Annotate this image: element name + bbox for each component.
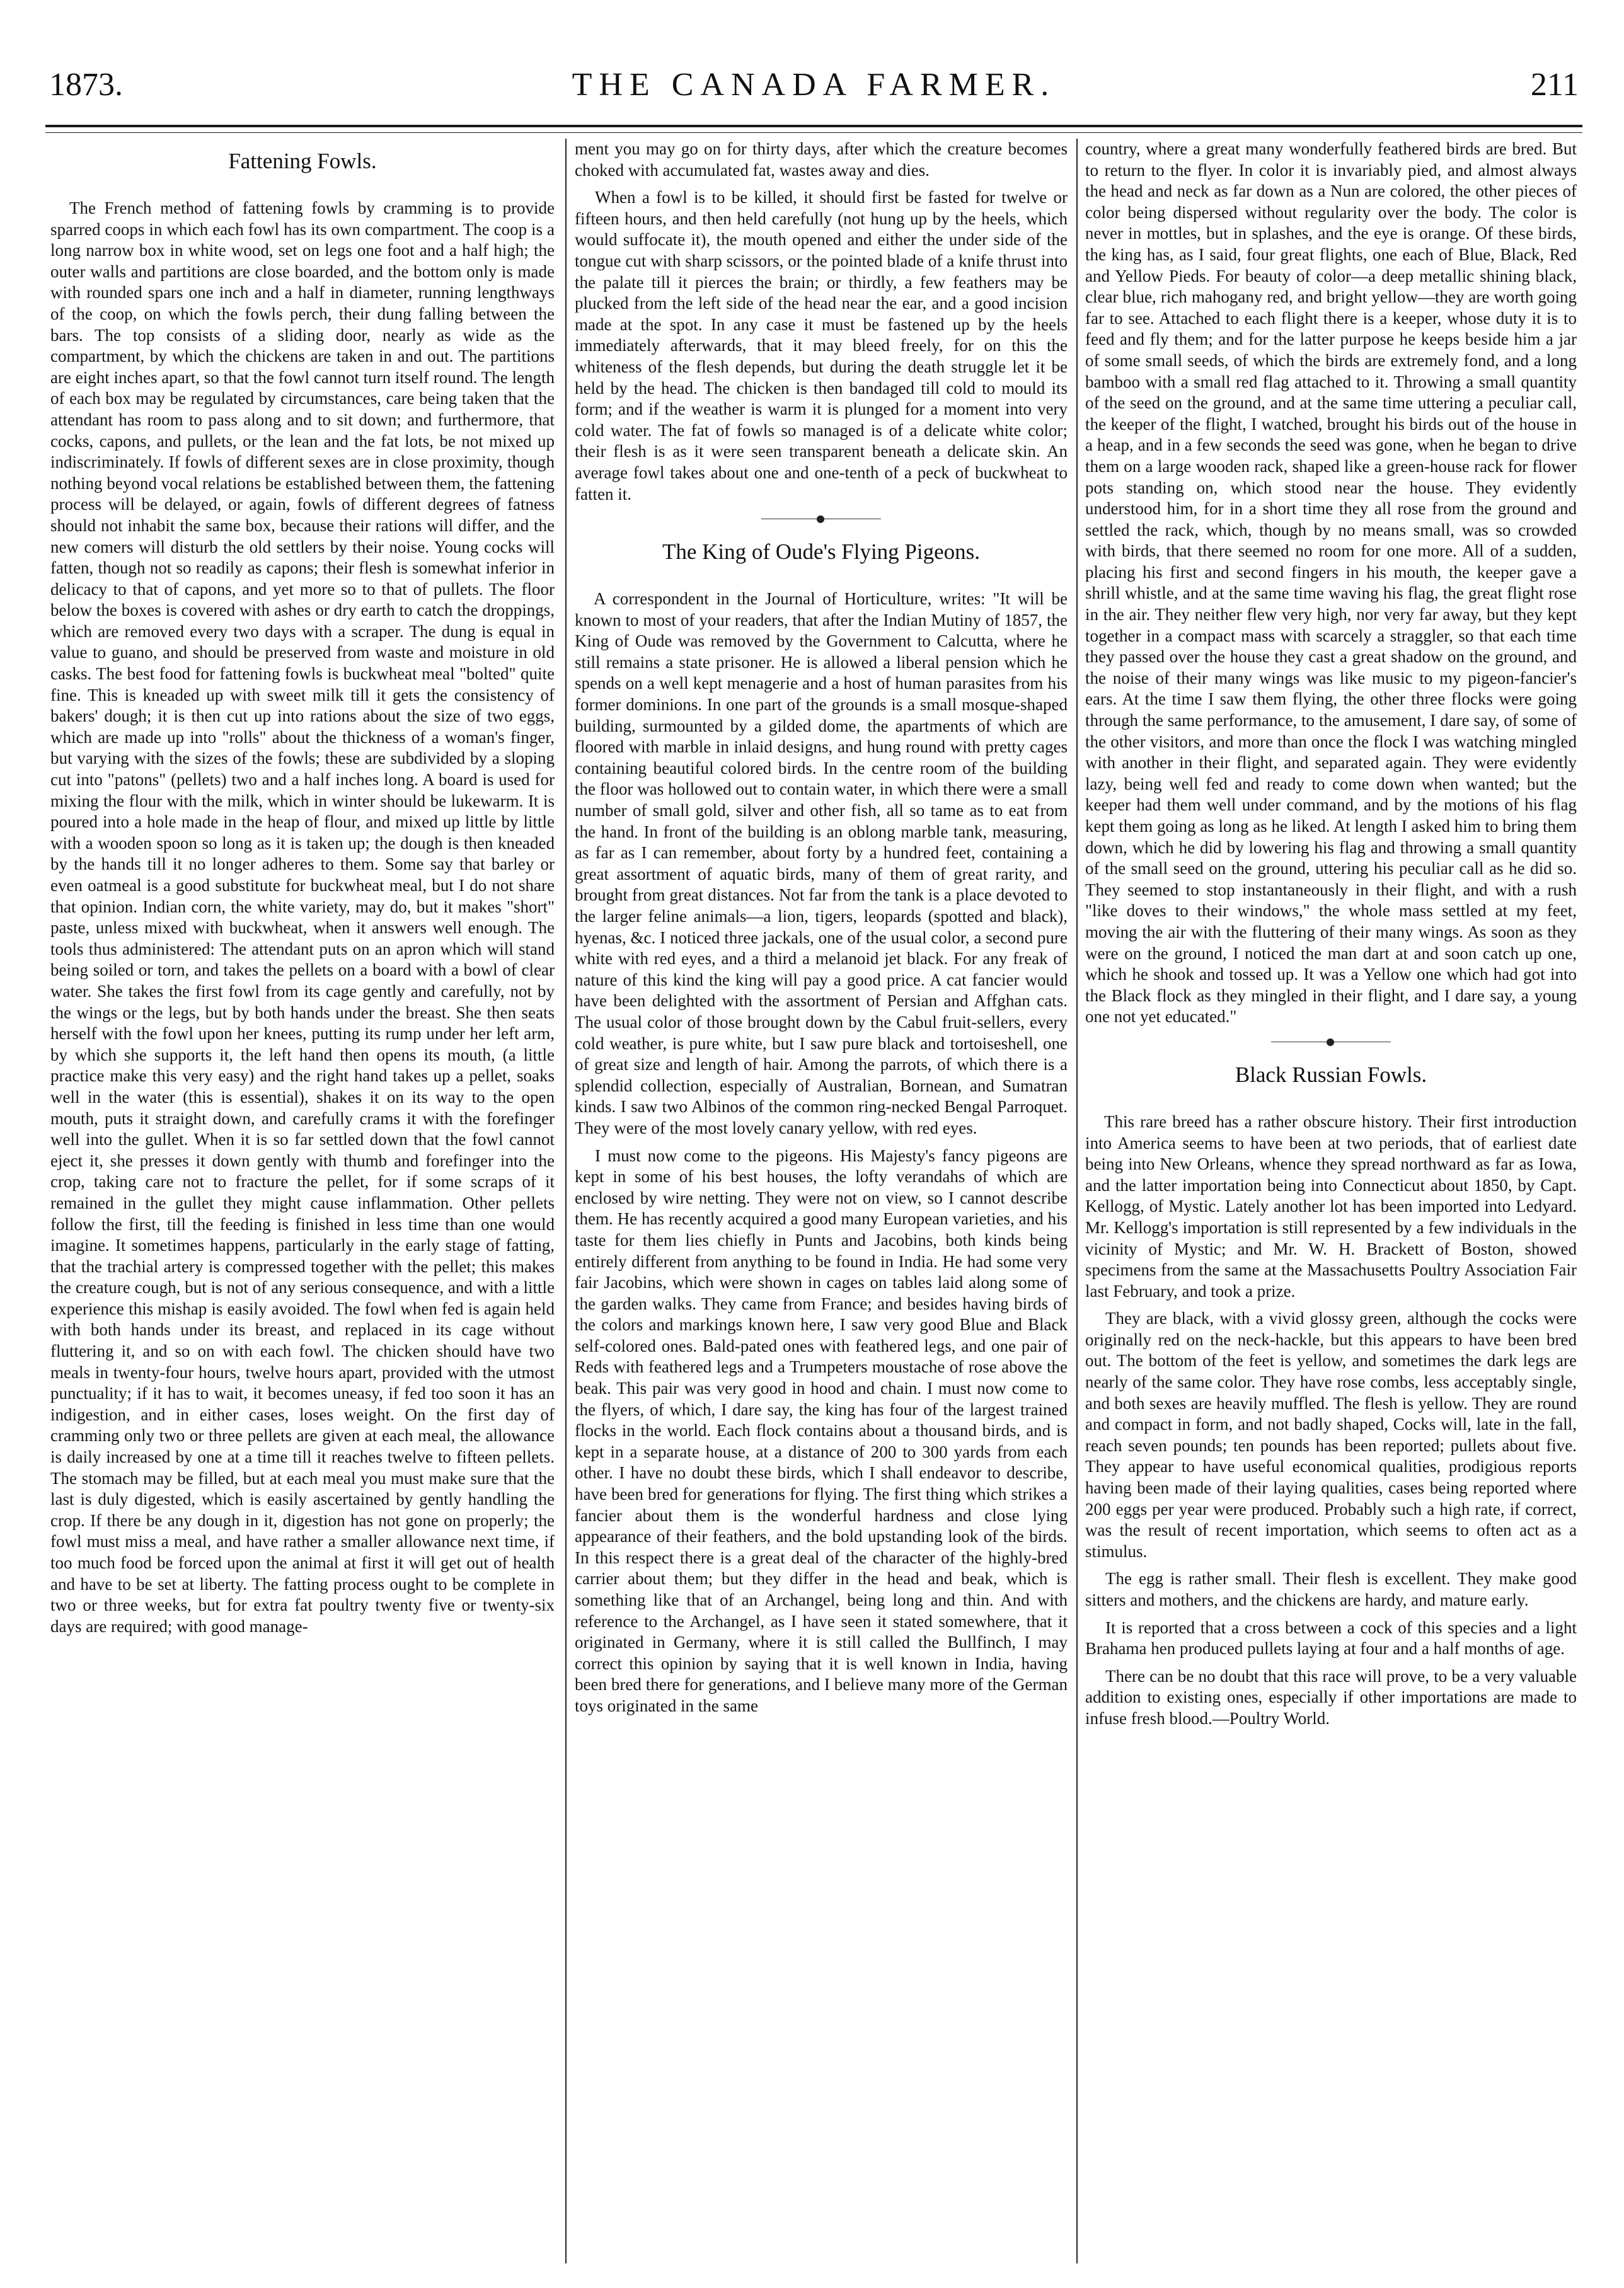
page-number: 211 [1530, 67, 1579, 103]
article-paragraph: ment you may go on for thirty days, after which the creature becomes choked with accumulated fat, wastes away and dies. [575, 139, 1068, 180]
column-divider [565, 139, 567, 2263]
masthead-rule [45, 125, 1582, 127]
masthead [45, 60, 1582, 117]
article-paragraph: They are black, with a vivid glossy green, although the cocks were originally red on the neck-hackle, but this appears to have been bred out. The bottom of the feet is yellow, and sometimes the dark legs are nearly of the same color. They have rose combs, less acceptably single, and both sexes are heavily muffled. The flesh is yellow. They are round and compact in form, and not badly shaped, Cocks will, late in the fall, reach seven pounds; ten pounds has been reported; pullets about five. They appear to have useful economical qualities, prodigious reports having been made of their laying qualities, cases being reported where 200 eggs per year were produced. Probably such a high rate, if correct, was the result of recent importation, which seems to often act as a stimulus. [1085, 1309, 1577, 1561]
article-paragraph: When a fowl is to be killed, it should first be fasted for twelve or fifteen hours, and then held carefully (not hung up by the heels, which would suffocate it), the mouth opened and either the under side of the tongue cut with sharp scissors, or the pointed blade of a knife thrust into the palate till it pierces the brain; or thirdly, a few feathers may be plucked from the left side of the head near the ear, and a good incision made at the spot. In any case it must be fastened up by the heels immediately afterwards, that it may bleed freely, for on this the whiteness of the flesh depends, but during the death struggle let it be held by the head. The chicken is then bandaged till cold to mould its form; and if the weather is warm it is plunged for a moment into very cold water. The fat of fowls so managed is of a delicate white color; their flesh is as it were seen transparent beneath a delicate skin. An average fowl takes about one and one-tenth of a peck of buckwheat to fatten it. [575, 188, 1068, 503]
separator-ornament [817, 515, 824, 523]
article-paragraph: I must now come to the pigeons. His Majesty's fancy pigeons are kept in some of his best houses, the lofty verandahs of which are enclosed by wire netting. They were not on view, so I cannot describe them. He has recently acquired a good many European varieties, and his taste for them lies chiefly in Punts and Jacobins, both kinds being entirely different from anything to be found in India. He had some very fair Jacobins, which were shown in cages on tables laid along some of the garden walks. They came from France; and besides having birds of the colors and markings known here, I saw very good Blue and Black self-colored ones. Bald-pated ones with feathered legs, and one pair of Reds with feathered legs and a Trumpeters moustache of rose above the beak. This pair was very good in hood and chain. I must now come to the flyers, of which, I dare say, the king has four of the largest trained flocks in the world. Each flock contains about a thousand birds, and is kept in a separate house, at a distance of 200 to 300 yards from each other. I have no doubt these birds, which I shall endeavor to describe, have been bred for generations for flying. The first thing which strikes a fancier about them is the wonderful hardness and close lying appearance of their feathers, and the bold upstanding look of the birds. In this respect there is a great deal of the character of the highly-bred carrier about them; but they differ in the head and beak, which is something like that of an Archangel, being long and thin. And with reference to the Archangel, as I have seen it stated somewhere, that it originated in Germany, where it is still called the Bullfinch, I may correct this opinion by saying that it is well known in India, having been bred there for generations, and I believe many more of the German toys originated in the same [575, 1146, 1068, 1715]
article-paragraph: There can be no doubt that this race will prove, to be a very valuable addition to existing ones, especially if other importations are made to infuse fresh blood.—Poultry World. [1085, 1666, 1577, 1728]
article-paragraph: The French method of fattening fowls by cramming is to provide sparred coops in which each fowl has its own compartment. The coop is a long narrow box in white wood, set on legs one foot and a half high; the outer walls and partitions are close boarded, and the bottom only is made with rounded spars one inch and a half in diameter, running lengthways of the coop, on which the fowls perch, their dung falling between the bars. The top consists of a sliding door, nearly as wide as the compartment, by which the chickens are taken in and out. The partitions are eight inches apart, so that the fowl cannot turn itself round. The length of each box may be regulated by circumstances, care being taken that the attendant has room to pass along and to sit down; and furthermore, that cocks, capons, and pullets, or the lean and the fat lots, be not mixed up indiscriminately. If fowls of different sexes are in close proximity, though nothing beyond vocal relations be established between them, the fattening process will be delayed, or again, fowls of different degrees of fatness should not inhabit the same box, because their rations will differ, and the new comers will disturb the old settlers by their noise. Young cocks will fatten, though not so readily as capons; their flesh is somewhat inferior in delicacy to that of capons, and yet more so to that of pullets. The floor below the boxes is covered with ashes or dry earth to catch the droppings, which are removed every two days with a scraper. The dung is equal in value to guano, and should be preserved from waste and moisture in old casks. The best food for fattening fowls is buckwheat meal "bolted" quite fine. This is kneaded up with sweet milk till it gets the consistency of bakers' dough; it is then cut up into rations about the size of two eggs, which are made up into "rolls" about the thickness of a woman's finger, but varying with the sizes of the fowls; these are subdivided by a sloping cut into "patons" (pellets) two and a half inches long. A board is used for mixing the flour with the milk, which in winter should be lukewarm. It is poured into a hole made in the heap of flour, and mixed up little by little with a wooden spoon so long as it is taken up; the dough is then kneaded by the hands till it no longer adheres to them. Some say that barley or even oatmeal is a good substitute for buckwheat meal, but I do not share that opinion. Indian corn, the white variety, may do, but it makes "short" paste, unless mixed with buckwheat, when it answers well enough. The tools thus administered: The attendant puts on an apron which will stand being soiled or torn, and takes the pellets on a board with a bowl of clear water. She takes the first fowl from its cage gently and carefully, not by the wings or the legs, but by both hands under the breast. She then seats herself with the fowl upon her knees, putting its rump under her left arm, by which she supports it, the left hand then opens its mouth, (a little practice make this very easy) and the right hand takes up a pellet, soaks well in the water (this is essential), shakes it on its way to the open mouth, puts it straight down, and carefully crams it with the forefinger well into the gullet. When it is so far settled down that the fowl cannot eject it, she presses it down gently with thumb and forefinger into the crop, taking care not to fracture the pellet, for if some scraps of it remained in the gullet they might cause inflammation. Other pellets follow the first, till the feeding is finished in less time than one would imagine. It sometimes happens, particularly in the early stage of fatting, that the trachial artery is compressed together with the pellet; this makes the creature cough, but is not of any serious consequence, and with a little experience this mishap is easily avoided. The fowl when fed is again held with both hands under its breast, and replaced in its cage without fluttering it, and so on with each fowl. The chicken should have two meals in twenty-four hours, twelve hours apart, provided with the utmost punctuality; if it has to wait, it becomes uneasy, if fed too soon it has an indigestion, and in either cases, loses weight. On the first day of cramming only two or three pellets are given at each meal, the allowance is daily increased by one at a time till it reaches twelve to fifteen pellets. The stomach may be filled, but at each meal you must make sure that the last is duly digested, which is easily ascertained by gently handling the crop. If there be any dough in it, digestion has not gone on properly; the fowl must miss a meal, and have rather a smaller allowance next time, if too much food be forced upon the animal at first it will get out of health and have to be set at liberty. The fatting process ought to be complete in two or three weeks, but for extra fat poultry twenty five or twenty-six days are required; with good manage- [50, 198, 555, 1636]
article-paragraph: It is reported that a cross between a cock of this species and a light Brahama hen produced pullets laying at four and a half months of age. [1085, 1618, 1577, 1659]
article-heading-fattening-fowls: Fattening Fowls. [228, 149, 377, 173]
article-paragraph: country, where a great many wonderfully feathered birds are bred. But to return to the flyer. In color it is invariably pied, and almost always the head and neck as far down as a Nun are colored, the other pieces of color being dispersed without regularity over the body. The color is never in mottles, but in splashes, and the eye is orange. Of these birds, the king has, as I said, four great flights, one each of Blue, Black, Red and Yellow Pieds. For beauty of color—a deep metallic shining black, clear blue, rich mahogany red, and bright yellow—they are worth going far to see. Attached to each flight there is a keeper, whose duty it is to feed and fly them; and for the latter purpose he keeps beside him a jar of some small seeds, of which the birds are extremely fond, and a long bamboo with a small red flag attached to it. Throwing a small quantity of the seed on the ground, and at the same time uttering a peculiar call, the keeper of the flight, I watched, brought his birds out of the house in a heap, and in a few seconds the seed was gone, when he began to drive them on a large wooden rack, shaped like a green-house rack for flower pots standing on, which stood near the house. They evidently understood him, for in a short time they all rose from the ground and settled the rack, which, though by no means small, was so crowded with birds, that there seemed no room for one more. All of a sudden, placing his first and second fingers in his mouth, the keeper gave a shrill whistle, and at the same time waving his flag, the great flight rose in the air. They neither flew very high, nor very far away, but they kept together in a compact mass with scarcely a straggler, so that each time they passed over the house they cast a great shadow on the ground, and the noise of their many wings was like music to my pigeon-fancier's ears. At the time I saw them flying, the other three flocks were going through the same performance, to the amusement, I dare say, of some of the other visitors, and more than once the flock I was watching mingled with another in their flight, and separated again. They were evidently lazy, being well fed and ready to come down when wanted; but the keeper had them well under command, and by the motions of his flag kept them going as long as he liked. At length I asked him to bring them down, which he did by lowering his flag and throwing a small quantity of the small seed on the ground, uttering his peculiar call as he did so. They seemed to stop instantaneously in their flight, and with a rush "like doves to their windows," the whole mass settled at my feet, moving the air with the fluttering of their many wings. As soon as they were on the ground, I noticed the man dart at and soon catch up one, which he shook and tossed up. It was a Yellow one which had got into the Black flock as they mingled in their flight, and I dare say, a young one not yet educated." [1085, 139, 1577, 1026]
article-paragraph: The egg is rather small. Their flesh is excellent. They make good sitters and mothers, and the chickens are hardy, and mature early. [1085, 1569, 1577, 1609]
article-paragraph: A correspondent in the Journal of Horticulture, writes: "It will be known to most of your readers, that after the Indian Mutiny of 1857, the King of Oude was removed by the Government to Calcutta, where he still remains a state prisoner. He is allowed a liberal pension which he spends on a well kept menagerie and a host of human parasites from his former dominions. In one part of the grounds is a small mosque-shaped building, surmounted by a gilded dome, the apartments of which are floored with marble in inlaid designs, and hung round with pretty cages containing beautiful colored birds. In the centre room of the building the floor was hollowed out to contain water, in which there were a small number of small gold, silver and other fish, all so tame as to eat from the hand. In front of the building is an oblong marble tank, measuring, as far as I can remember, about forty by a hundred feet, containing a great assortment of aquatic birds, many of them of great rarity, and brought from great distances. Not far from the tank is a place devoted to the larger feline animals—a lion, tigers, leopards (spotted and black), hyenas, &c. I noticed three jackals, one of the usual color, a second pure white with red eyes, and a third a melanoid jet black. For any freak of nature of this kind the king will pay a good price. A cat fancier would have been delighted with the assortment of Persian and Affghan cats. The usual color of those brought down by the Cabul fruit-sellers, every cold weather, is pure white, but I saw pure black and tortoiseshell, one of great size and length of hair. Among the parrots, of which there is a splendid collection, especially of Australian, Bornean, and Sumatran kinds. I saw two Albinos of the common ring-necked Bengal Parroquet. They were of the most lovely canary yellow, with red eyes. [575, 589, 1068, 1137]
column-1 [50, 139, 555, 2263]
issue-year: 1873. [49, 67, 123, 103]
article-paragraph: This rare breed has a rather obscure history. Their first introduction into America seems to have been at two periods, that of earliest date being into New Orleans, whence they spread northward as far as Iowa, and the latter importation being into Connecticut about 1850, by Capt. Kellogg, of Mystic. Lately another lot has been imported into Ledyard. Mr. Kellogg's importation is still represented by a few individuals in the vicinity of Mystic; and Mr. W. H. Brackett of Boston, showed specimens from the same at the Massachusetts Poultry Association Fair last February, and took a prize. [1085, 1112, 1577, 1301]
masthead-rule-thin [45, 132, 1582, 133]
column-3 [1085, 139, 1577, 2263]
column-divider [1076, 139, 1078, 2263]
article-heading-king-of-oude: The King of Oude's Flying Pigeons. [662, 539, 981, 565]
column-2 [575, 139, 1068, 2263]
article-heading-black-russian-fowls: Black Russian Fowls. [1235, 1062, 1427, 1087]
newspaper-title: THE CANADA FARMER. [572, 67, 1056, 103]
separator-ornament [1327, 1038, 1334, 1046]
